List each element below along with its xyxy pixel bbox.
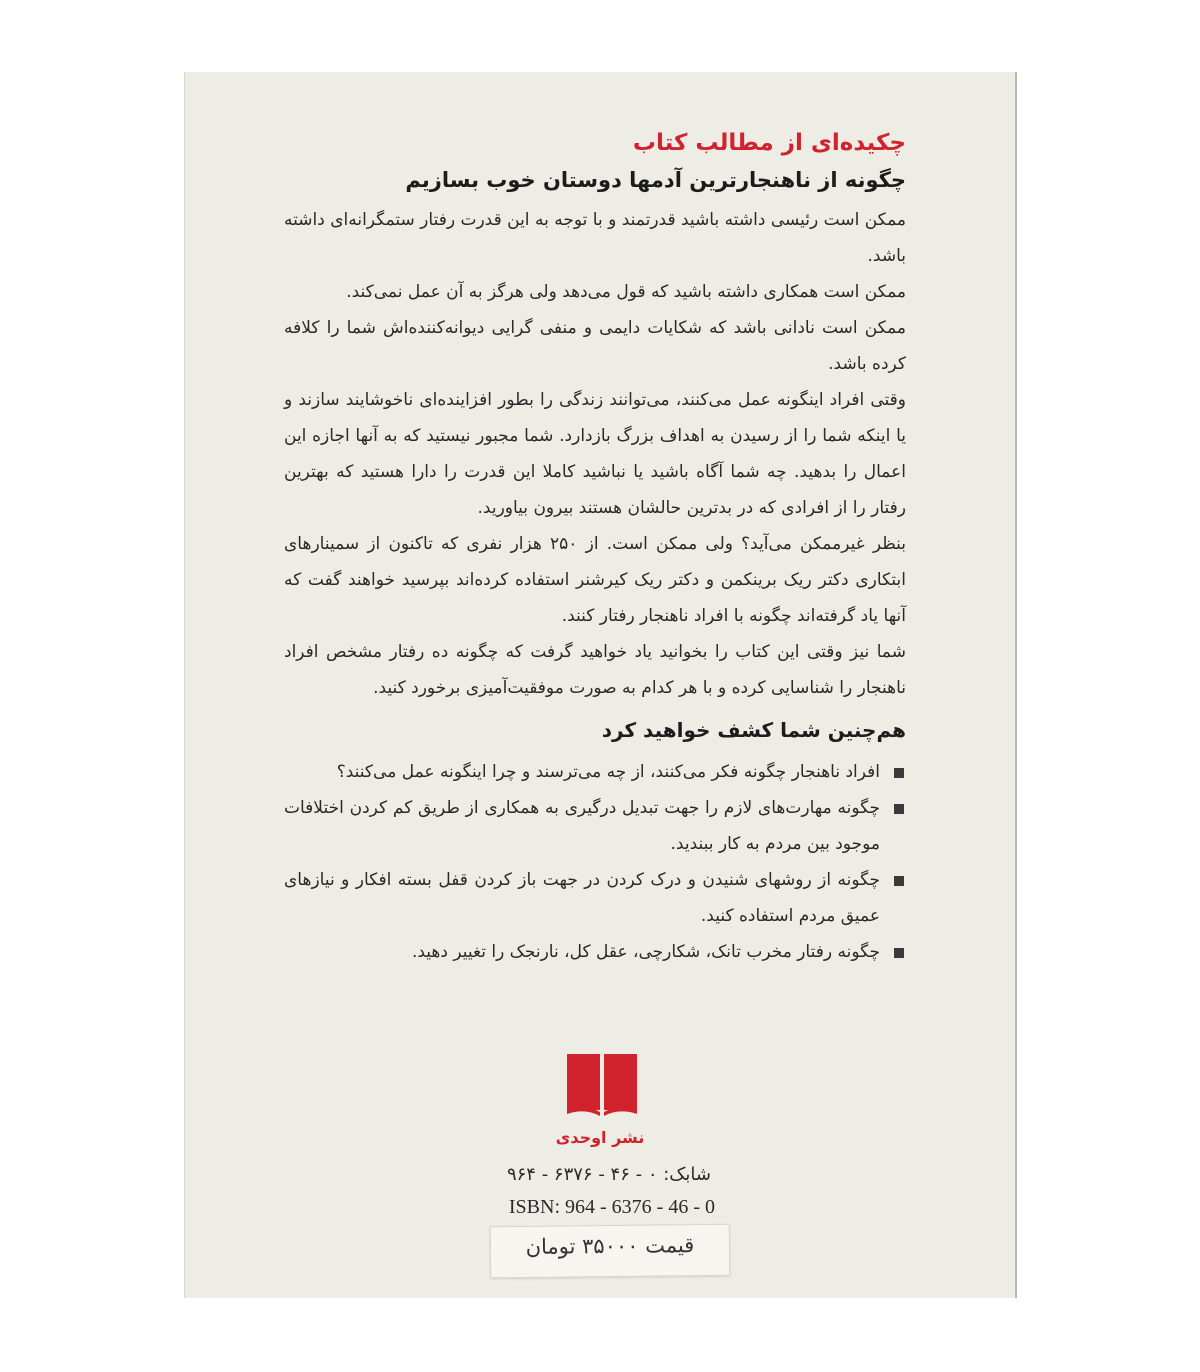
paragraph: ممکن است نادانی باشد که شکایات دایمی و منفی گرایی دیوانه‌کننده‌اش شما را کلافه کرده باشد.: [284, 318, 906, 374]
list-item: [284, 790, 906, 862]
discover-heading: هم‌چنین شما کشف خواهید کرد: [601, 718, 906, 742]
price-label: قیمت ۳۵۰۰۰ تومان: [525, 1233, 695, 1259]
list-item-text: افراد ناهنجار چگونه فکر می‌کنند، از چه می‌ترسند و چرا اینگونه عمل می‌کنند؟: [336, 762, 880, 782]
list-item: [284, 934, 906, 970]
square-bullet-icon: [894, 948, 904, 958]
book-back-cover: [184, 72, 1017, 1298]
isbn-persian: شابک: ۰ - ۴۶ - ۶۳۷۶ - ۹۶۴: [506, 1164, 711, 1185]
section-title: چکیده‌ای از مطالب کتاب: [632, 130, 906, 156]
isbn-latin: ISBN: 964 - 6376 - 46 - 0: [508, 1196, 715, 1218]
book-subtitle: چگونه از ناهنجارترین آدمها دوستان خوب بسازیم: [405, 168, 906, 192]
discover-list: [284, 754, 906, 970]
paragraph: شما نیز وقتی این کتاب را بخوانید یاد خواهید گرفت که چگونه ده رفتار مشخص افراد ناهنجار را شناسایی کرده و با هر کدام به صورت موفقیت‌آمیزی برخورد کنید.: [284, 642, 906, 698]
open-book-icon: [563, 1050, 641, 1120]
square-bullet-icon: [894, 768, 904, 778]
list-item-text: چگونه رفتار مخرب تانک، شکارچی، عقل کل، نارنجک را تغییر دهید.: [411, 942, 880, 962]
paragraph: بنظر غیرممکن می‌آید؟ ولی ممکن است. از ۲۵۰ هزار نفری که تاکنون از سمینارهای ابتکاری دکتر ریک برینکمن و دکتر ریک کیرشنر استفاده کرده‌اند بپرسید خواهند گفت که آنها یاد گرفته‌اند چگونه با افراد ناهنجار رفتار کنند.: [284, 534, 907, 626]
list-item-text: چگونه مهارت‌های لازم را جهت تبدیل درگیری به همکاری از طریق کم کردن اختلافات موجود بین مردم به کار ببندید.: [284, 798, 880, 854]
square-bullet-icon: [894, 876, 904, 886]
paragraph: وقتی افراد اینگونه عمل می‌کنند، می‌توانند زندگی را بطور افزاینده‌ای ناخوشایند سازند و یا اینکه شما را از رسیدن به اهداف بزرگ بازدارد. شما مجبور نیستید که به آنها اجازه این اعمال را بدهید. چه شما آگاه باشید یا نباشید کاملا این قدرت را دارا هستید که بهترین رفتار را از افرادی که در بدترین حالشان هستند بیرون بیاورید.: [284, 390, 906, 518]
square-bullet-icon: [894, 804, 904, 814]
price-sticker: [490, 1224, 731, 1279]
paragraph: ممکن است رئیسی داشته باشید قدرتمند و با توجه به این قدرت رفتار ستمگرانه‌ای داشته باشد.: [284, 210, 906, 266]
list-item: [284, 754, 906, 790]
paragraph: ممکن است همکاری داشته باشید که قول می‌دهد ولی هرگز به آن عمل نمی‌کند.: [346, 282, 906, 302]
list-item: [284, 862, 906, 934]
list-item-text: چگونه از روشهای شنیدن و درک کردن در جهت باز کردن قفل بسته افکار و نیازهای عمیق مردم استفاده کنید.: [284, 870, 880, 926]
cover-text-block: [284, 124, 906, 970]
publisher-name: نشر اوحدی: [555, 1128, 645, 1147]
